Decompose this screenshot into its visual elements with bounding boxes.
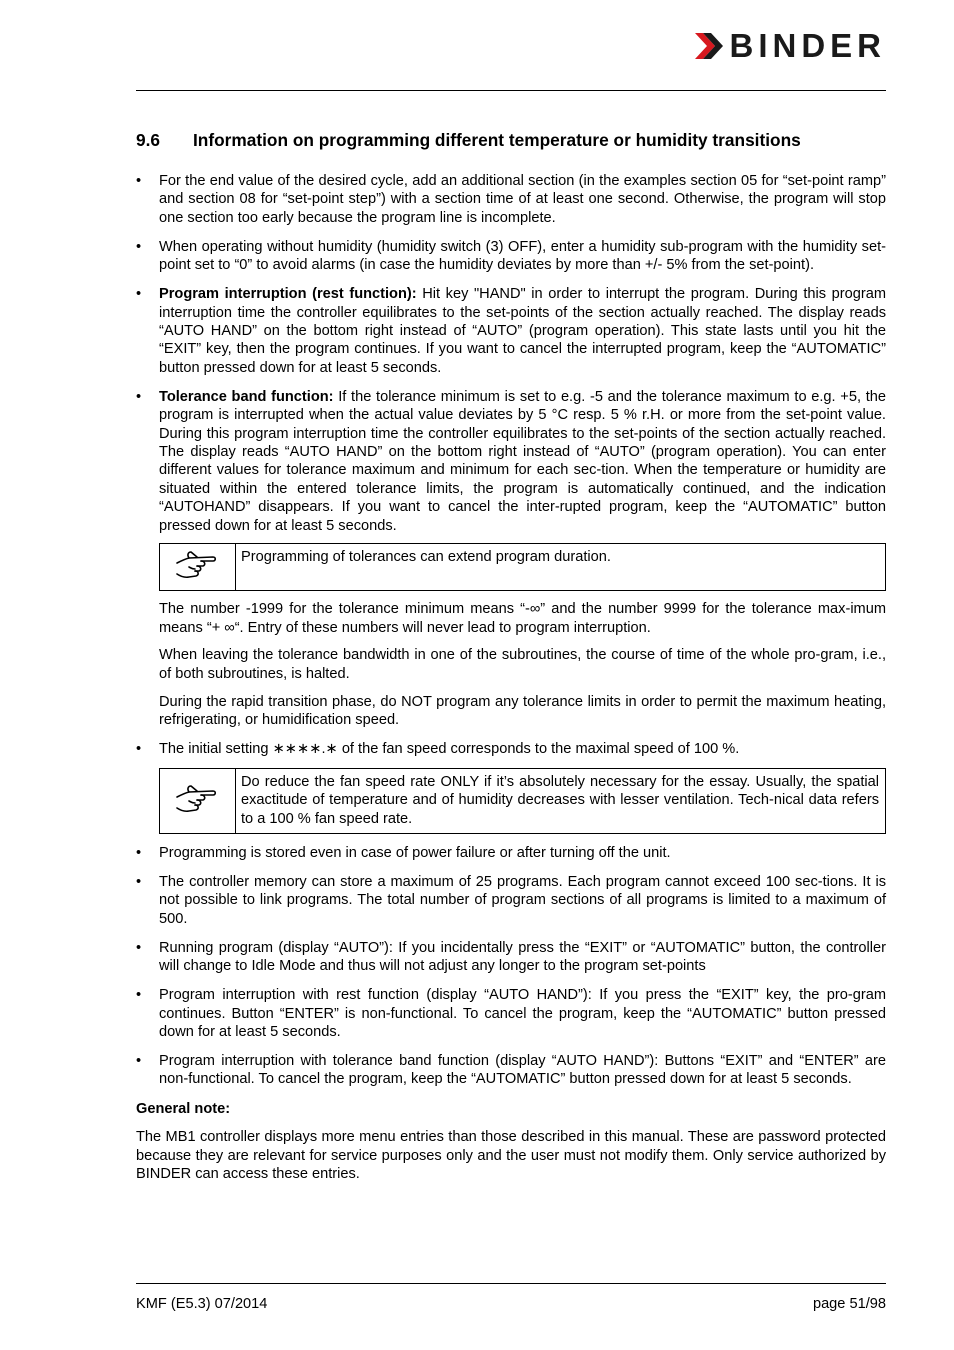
bullet-running-program: • Running program (display “AUTO”): If you incidentally press the “EXIT” or “AUTOMATIC” button, the controller will change to Idle Mode and thus will not adjust any longer to the program set-points	[136, 939, 886, 976]
pointing-hand-icon	[160, 769, 236, 833]
paragraph-infinity: The number -1999 for the tolerance minimum means “-∞” and the number 9999 for the tolerance max-imum means “+ ∞“. Entry of these numbers will never lead to program interruption.	[159, 601, 886, 636]
page-content	[136, 172, 886, 1183]
pointing-hand-icon	[160, 544, 236, 590]
general-note-title: General note:	[136, 1100, 231, 1117]
bullet-tolerance-band-title: Tolerance band function:	[159, 388, 334, 405]
note-box-fan-speed	[159, 768, 886, 834]
paragraph-rapid-transition: During the rapid transition phase, do NOT program any tolerance limits in order to permit the maximum heating, refrigerating, or humidification speed.	[159, 693, 886, 729]
bullet-rest-function: • Program interruption (rest function): Hit key "HAND" in order to interrupt the program. During this program interruption time the controller equilibrates to the set-points of the section actually reached. The display reads “AUTO HAND” on the bottom right instead of “AUTO” (program operation). This state lasts until you hit the “EXIT” key, then the program continues. If you want to cancel the interrupted program, keep the “AUTOMATIC” button pressed down for at least 5 seconds.	[136, 285, 886, 377]
bullet-fan-speed: • The initial setting ∗∗∗∗.∗ of the fan speed corresponds to the maximal speed of 100 %.	[136, 740, 886, 758]
bullet-no-humidity: • When operating without humidity (humidity switch (3) OFF), enter a humidity sub-program with the humidity set-point set to “0” to avoid alarms (in case the humidity deviates by more than +/- 5% from the set-point).	[136, 238, 886, 275]
general-note-body: The MB1 controller displays more menu entries than those described in this manual. These are password protected because they are relevant for service purposes only and the user must not modify them. Only service authorized by BINDER can access these entries.	[136, 1129, 886, 1182]
bullet-power-failure: • Programming is stored even in case of power failure or after turning off the unit.	[136, 844, 886, 862]
note-box-tolerances	[159, 543, 886, 591]
footer-document-id: KMF (E5.3) 07/2014	[136, 1296, 268, 1312]
footer-page-number: page 51/98	[812, 1296, 886, 1312]
binder-logo-mark	[693, 29, 723, 63]
section-number: 9.6	[136, 130, 161, 150]
binder-logo	[693, 28, 886, 64]
bullet-rest-interruption: • Program interruption with rest function (display “AUTO HAND”): If you press the “EXIT” key, the pro-gram continues. Button “ENTER” is non-functional. To cancel the program, keep the “AUTOMATIC” button pressed down for at least 5 seconds.	[136, 986, 886, 1041]
bullet-end-value: • For the end value of the desired cycle, add an additional section (in the examples section 05 for “set-point ramp” and section 08 for “set-point step”) with a section time of at least one second. Otherwise, the program will stop one section too early because the program line is incomplete.	[136, 172, 886, 227]
footer-rule	[136, 1283, 886, 1284]
paragraph-bandwidth: When leaving the tolerance bandwidth in one of the subroutines, the course of time of the whole pro-gram, i.e., of both subroutines, is halted.	[159, 647, 886, 682]
header-rule	[136, 90, 886, 91]
bullet-tolerance-interruption: • Program interruption with tolerance band function (display “AUTO HAND”): Buttons “EXIT” and “ENTER” are non-functional. To cancel the program, keep the “AUTOMATIC” button pressed down for at least 5 seconds.	[136, 1052, 886, 1089]
section-title: Information on programming different temperature or humidity transitions	[193, 130, 801, 150]
note-fan-speed-text: Do reduce the fan speed rate ONLY if it’s absolutely necessary for the essay. Usually, the spatial exactitude of temperature and of humidity decreases with lesser ventilation. Tech-nical data refers to a 100 % fan speed rate.	[241, 773, 879, 827]
bullet-tolerance-band: • Tolerance band function: If the tolerance minimum is set to e.g. -5 and the tolerance maximum to e.g. +5, the program is interrupted when the actual value deviates by 5 °C resp. 5 % r.H. or more from the set-point value. During this program interruption time the controller equilibrates to the set-points of the section actually reached. The display reads “AUTO HAND” on the bottom right instead of “AUTO” (program operation). You can enter different values for tolerance maximum and minimum for each sec-tion. When the temperature or humidity are situated within the entered tolerance limits, the program is automatically continued, and the indication “AUTOHAND” disappears. If you want to cancel the inter-rupted program, keep the “AUTOMATIC” button pressed down for at least 5 seconds.	[136, 388, 886, 535]
binder-logo-text: BINDER	[729, 27, 886, 64]
section-heading	[136, 130, 886, 151]
bullet-memory: • The controller memory can store a maximum of 25 programs. Each program cannot exceed 100 sec-tions. It is not possible to link programs. The total number of program sections of all programs is limited to a maximum of 500.	[136, 873, 886, 928]
bullet-rest-function-title: Program interruption (rest function):	[159, 286, 417, 303]
note-tolerances-text: Programming of tolerances can extend program duration.	[241, 549, 611, 566]
